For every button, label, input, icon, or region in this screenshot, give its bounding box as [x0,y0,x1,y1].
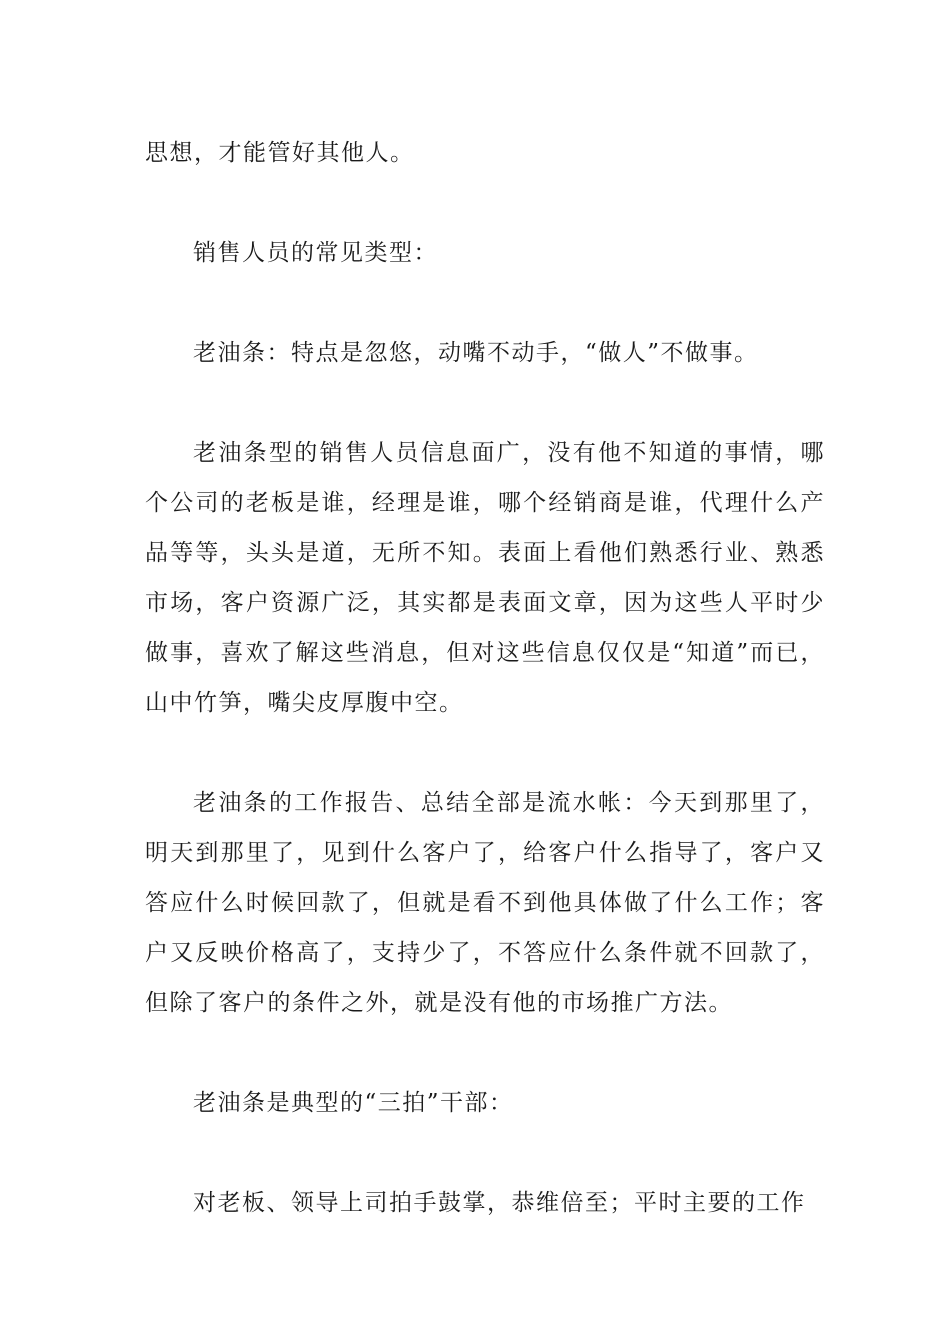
paragraph-three-claps: 老油条是典型的“三拍”干部： [193,1090,514,1116]
paragraph-flattery: 对老板、领导上司拍手鼓掌，恭维倍至；平时主要的工作 [193,1190,806,1216]
paragraph-laoyoutiao-description: 老油条型的销售人员信息面广，没有他不知道的事情，哪个公司的老板是谁，经理是谁，哪个经销商是谁，代理什么产品等等，头头是道，无所不知。表面上看他们熟悉行业、熟悉市场，客户资源广泛，其实都是表面文章，因为这些人平时少做事，喜欢了解这些消息，但对这些信息仅仅是“知道”而已，山中竹笋，嘴尖皮厚腹中空。 [145,440,825,716]
document-body [145,128,825,1228]
paragraph-laoyoutiao-definition: 老油条：特点是忽悠，动嘴不动手，“做人”不做事。 [193,340,759,366]
paragraph-laoyoutiao-reports: 老油条的工作报告、总结全部是流水帐：今天到那里了，明天到那里了，见到什么客户了，给客户什么指导了，客户又答应什么时候回款了，但就是看不到他具体做了什么工作；客户又反映价格高了，支持少了，不答应什么条件就不回款了，但除了客户的条件之外，就是没有他的市场推广方法。 [145,790,825,1016]
paragraph-heading-sales-types: 销售人员的常见类型： [193,240,438,266]
paragraph-continuation: 思想，才能管好其他人。 [145,140,415,166]
